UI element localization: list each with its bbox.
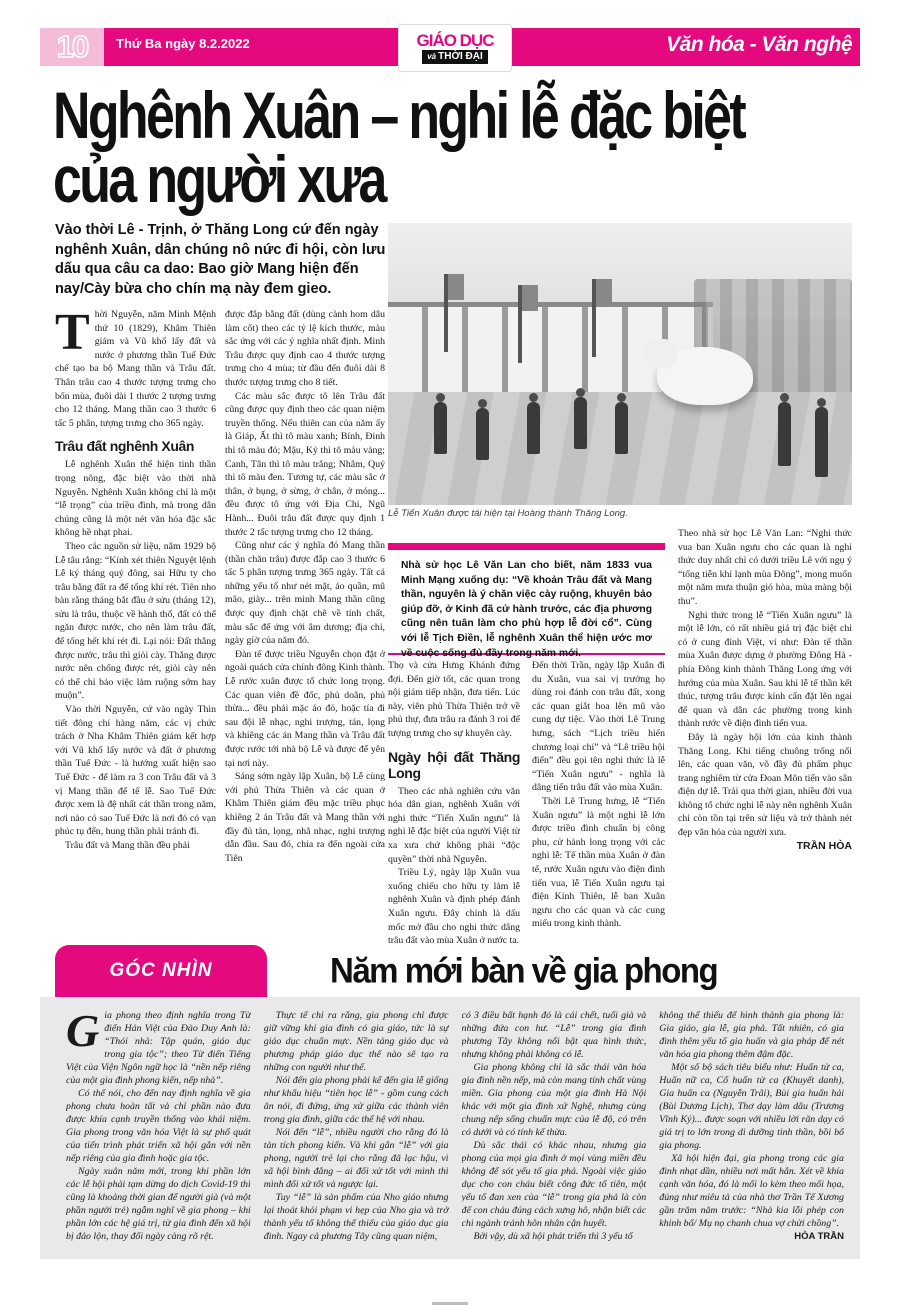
article-photo bbox=[388, 223, 852, 505]
paragraph: ia phong theo định nghĩa trong Từ điển Hán Việt của Đào Duy Anh là: “Thói nhà: Tập quán, giáo dục trong gia tộc”; theo Từ điển Tiếng Việt của Viện Ngôn ngữ học là “nền nếp riêng của một gia đình phong kiến, nếp nhà”. bbox=[66, 1010, 251, 1086]
page-number-box bbox=[40, 28, 104, 66]
paragraph: Nói đến gia phong phải kể đến gia lễ giống như khẩu hiệu “tiên học lễ” - gồm cung cách ăn nói, đi đứng, ứng xử giữa các thành viên trong gia đình, giữa các thế hệ với nhau. bbox=[263, 1075, 449, 1125]
section-title: Văn hóa - Văn nghệ bbox=[666, 33, 852, 56]
photo-spring-buffalo-statue bbox=[657, 347, 753, 405]
photo-ceremony-figure bbox=[615, 402, 628, 454]
opinion-column-4 bbox=[659, 1009, 844, 1249]
opinion-label: GÓC NHÌN bbox=[109, 960, 213, 981]
opinion-title: Năm mới bàn về gia phong bbox=[330, 950, 718, 990]
opinion-box bbox=[40, 997, 860, 1259]
opinion-column-2 bbox=[264, 1009, 449, 1249]
paragraph: Lễ nghênh Xuân thể hiện tinh thần trọng nông, đặc biệt vào thời nhà Nguyễn. Nghênh Xuân không chỉ là một “lễ trọng” của triều đình, mà trong dân chúng cũng là một nét văn hóa đặc sắc không hề nhạt phai. bbox=[55, 459, 216, 539]
drop-cap: T bbox=[55, 308, 90, 361]
footer-mark bbox=[432, 1302, 468, 1305]
paragraph: Theo nhà sử học Lê Văn Lan: “Nghi thức vua ban Xuân ngưu cho các quan là nghi thức duy nhất chỉ có dưới triều Lê với ngụ ý “tống tiễn khí lạnh mùa Đông”, mong muốn một năm mưa thuận gió hòa, mùa màng bội thu”. bbox=[678, 528, 852, 607]
paragraph: Thực tế chỉ ra rằng, gia phong chỉ được giữ vững khi gia đình có gia giáo, tức là sự giáo dục chuẩn mực. Nền tảng giáo dục và phương pháp giáo dục thế nào sẽ tạo ra những con người như thế. bbox=[263, 1010, 449, 1073]
paragraph: hời Nguyễn, năm Minh Mệnh thứ 10 (1829), Khâm Thiên giám và Vũ khố lấy đất và nước ở phương thần Tuế Đức chế tạo ba bộ Mang thần và Trâu đất. Thân trâu cao 4 thước tượng trưng cho bốn mùa, đuôi dài 1 thước 2 tượng trưng cho 12 tháng. Mang thần cao 3 thước 6 tấc 5 phân, tượng trưng cho 365 ngày. bbox=[55, 309, 216, 429]
paragraph: Đàn tế được triều Nguyễn chọn đặt ở ngoài quách cửa chính đông Kinh thành. Lễ rước xuân được tổ chức long trọng. Các quan viên đề đốc, phủ doãn, phủ thừa... đều phải mặc áo đỏ, hoặc tía đi sau đội lễ nhạc, nghi trượng, tán, lọng và khiêng các án Mang thần và Trâu đất được rước tới nhà bộ Lễ và được để yên tại nơi này. bbox=[225, 648, 385, 769]
photo-flag bbox=[444, 274, 448, 352]
article-author: TRẦN HÒA bbox=[796, 839, 852, 852]
page-number: 10 bbox=[56, 29, 88, 64]
paragraph: Đến thời Trần, ngày lập Xuân đi du Xuân, vua sai vị trưởng họ dùng roi đánh con trâu đất, xong các quan giắt hoa lên mũ vào cung dự tiệc. Vào thời Lê Trung hưng, sách “Lịch triều hiến chương loại chí” và “Lê triều hội điển” đều gọi tên nghi thức là lễ “Tiến Xuân ngưu” - nghĩa là dâng tiến trâu đất vào mùa Xuân. bbox=[532, 660, 665, 794]
article-headline bbox=[53, 78, 863, 217]
paragraph: Ngày xuân năm mới, trong khi phần lớn các lễ hội phải tạm dừng do dịch Covid-19 thì cũng là khoảng thời gian để người già (và một phần người trẻ) ngẫm nghĩ về gia phong – khi phần lớn các hệ giá trị, từ gia đình đến xã hội bị đảo lộn, thay đổi ngày càng rõ rệt. bbox=[66, 1166, 251, 1242]
paragraph: Nghi thức trong lễ “Tiến Xuân ngưu” là một lễ lớn, có rất nhiều giá trị đặc biệt chỉ có ở cung đình Việt, ví như: Đàn tế thần mùa Xuân được dựng ở phường Đông Hà - phía Đông kinh thành Thăng Long ứng với hướng của mùa Xuân. Sau khi lễ tế thần kết thúc, tượng trâu được kính cẩn đặt lên ngai để quan và dân các phường trong kinh thành rước về điện đình tiến vua. bbox=[678, 609, 852, 730]
opinion-author: HÒA TRẦN bbox=[794, 1231, 844, 1242]
paragraph: Các màu sắc được tô lên Trâu đất cũng được quy định theo các quan niệm truyền thống. Nếu thiên can của năm ấy là Giáp, Ất thì tô màu xanh; Bính, Đinh thì tô màu đỏ; Mậu, Kỷ thì tô màu vàng; Canh, Tân thì tô màu trắng; Nhâm, Quý thì tô màu đen. Tương tự, các màu sắc ở thân, ở bụng, ở sừng, ở chân, ở móng... đều được tô ứng với Địa Chi, Ngũ Hành... Đuôi trâu đất được quy định 1 thước 2 tấc tượng trưng cho 12 tháng. bbox=[225, 390, 385, 538]
photo-ceremony-figure bbox=[434, 402, 447, 454]
body-column-3 bbox=[388, 659, 520, 966]
paragraph: Tuy “lễ” là sản phẩm của Nho giáo nhưng lại thoát khỏi phạm vi hẹp của Nho gia và trở thành yếu tố không thể thiếu của giáo dục gia đình. Ngay cả phương Tây cũng quan niệm, bbox=[263, 1192, 449, 1242]
headline-line-1: Nghênh Xuân – nghi lễ đặc biệt bbox=[53, 78, 745, 153]
headline-line-2: của người xưa bbox=[53, 142, 385, 217]
newspaper-logo bbox=[398, 24, 512, 72]
article-lead: Vào thời Lê - Trịnh, ở Thăng Long cứ đến ngày nghênh Xuân, dân chúng nô nức đi hội, còn lưu dấu qua câu ca dao: Bao giờ Mang hiện đến nay/Cày bừa cho chín mạ này đem gieo. bbox=[55, 222, 386, 297]
dateline: Thứ Ba ngày 8.2.2022 bbox=[116, 36, 250, 51]
opinion-label-tab bbox=[55, 945, 267, 997]
body-column-5 bbox=[678, 527, 852, 967]
subhead-trau-dat-nghenh-xuan: Trâu đất nghênh Xuân bbox=[55, 438, 195, 455]
paragraph: Dù sắc thái có khác nhau, nhưng gia phong của mọi gia đình ở mọi vùng miền đều không để sót yếu tố gia phả. Ngoài việc giáo dục cho con cháu biết công đức tổ tiên, một yếu tố đan xen của “lễ” trong gia phả là còn để con cháu đúng cách xưng hô, nhận biết các chi ngành tránh hôn nhân cận huyết. bbox=[461, 1140, 647, 1229]
paragraph: Cũng như các ý nghĩa đó Mang thần (thần chăn trâu) được đắp cao 3 thước 6 tấc 5 phân tượng trưng 365 ngày. Tất cả những yếu tố như nét mặt, áo quần, mũ mão, giày... trên mình Mang thần cũng được quy định chặt chẽ về tính chất, màu sắc để ứng với âm dương; địa chi, ngày giờ của năm đó. bbox=[225, 540, 385, 647]
paragraph: Theo các nhà nghiên cứu văn hóa dân gian, nghênh Xuân với nghi thức “Tiến Xuân ngưu” là nghi lễ đặc biệt của người Việt từ xa xưa chứ không phải “độc quyền” thời nhà Nguyễn. bbox=[388, 785, 520, 865]
body-column-1 bbox=[55, 308, 216, 966]
photo-ceremony-figure bbox=[574, 397, 587, 449]
paragraph: Trâu đất và Mang thần đều phải bbox=[65, 839, 190, 851]
paragraph: Vào thời Nguyễn, cứ vào ngày Thìn tiết đông chí hàng năm, các vị chức trách ở Nha Khâm Thiên giám kết hợp với Vũ khố lấy nước và đất ở phương thần Tuế Đức - là hướng xuất hiện sao Tuế Đức - để làm ra 3 con Trâu đất và 3 vị Mang thần để tế lễ. Sao Tuế Đức được xem là đệ nhất cát thần trong năm, nơi nào có sao Tuế Đức là nơi đó có vạn phúc tụ đến, hung thần phải tránh đi. bbox=[55, 704, 216, 838]
logo-prefix: và bbox=[427, 52, 437, 61]
body-column-2 bbox=[225, 308, 385, 966]
paragraph: không thể thiếu để hình thành gia phong là: Gia giáo, gia lễ, gia phả. Tất nhiên, có gia đình thêm yếu tố gia huấn và gia pháp để nét văn hóa gia phong thêm đậm đặc. bbox=[659, 1010, 844, 1060]
opinion-column-1 bbox=[66, 1009, 251, 1249]
paragraph: Có thể nói, cho đến nay định nghĩa về gia phong chưa hoàn tất và chỉ phần nào đưa được khía cạnh truyền thống vào khái niệm. Gia phong trong văn hóa Việt là sự phổ quát của tiến trình phát triển xã hội gắn với nền nếp riêng của gia đình hoặc gia tộc. bbox=[66, 1088, 251, 1164]
opinion-drop-cap: G bbox=[66, 1009, 100, 1056]
paragraph: Đây là ngày hội lớn của kinh thành Thăng Long. Khi tiếng chuông trống nổi lên, các quan văn, võ đầy đủ phẩm phục trang nghiêm từ cửa Đoan Môn tiến vào sân điện dự lễ. Trải qua thời gian, nhiều đời vua không tổ chức nghi lễ này nên nghênh Xuân chỉ còn tồn tại trên sử liệu và trở thành nét đẹp văn hóa của người xưa. bbox=[678, 731, 852, 839]
photo-caption: Lễ Tiến Xuân được tái hiện tại Hoàng thành Thăng Long. bbox=[388, 508, 628, 519]
paragraph: được đắp bằng đất (dùng cành hom dâu làm cốt) theo các tỷ lệ kích thước, màu sắc ứng với các ý nghĩa nhất định. Mình Trâu được quy định cao 4 thước tượng trưng cho 4 mùa; từ đầu đến đuôi dài 8 thước tượng trưng cho 8 tiết. bbox=[225, 309, 385, 388]
logo-top-text: GIÁO DỤC bbox=[416, 31, 494, 50]
paragraph: Sáng sớm ngày lập Xuân, bộ Lễ cùng với phủ Thừa Thiên và các quan ở Khâm Thiên giám đều mặc triều phục khiêng 2 án Trâu đất và Mang thần với đầy đủ tàn, lọng, nhã nhạc, nghi trượng dẫn đầu. Sau đó, chia ra đến ngoài cửa Tiên bbox=[225, 771, 385, 864]
paragraph: Một số bộ sách tiêu biểu như: Huấn tử ca, Huấn nữ ca, Cổ huấn tử ca (Khuyết danh), Gia huấn ca (Nguyễn Trãi), Bùi gia huấn hải (Bùi Dương Lịch), Thơ dạy làm dâu (Trương Vĩnh Ký)... được soạn với nhiều lời răn dạy có giá trị to lớn trong di dưỡng tinh thần, bồi bổ gia phong. bbox=[659, 1062, 844, 1151]
photo-ceremony-figure bbox=[778, 402, 791, 466]
paragraph: Bởi vậy, dù xã hội phát triển thì 3 yếu tố bbox=[473, 1231, 633, 1242]
logo-bottom-text bbox=[422, 50, 488, 64]
photo-flag bbox=[518, 285, 522, 363]
paragraph: Thọ và cửa Hưng Khánh đứng đợi. Đến giờ tốt, các quan trong nội giám tiếp nhận, đưa tiến. Lúc này, viên phủ Thừa Thiên trở về phủ thự, đưa trâu ra đánh 3 roi để tượng trưng cho sự khuyên cày. bbox=[388, 660, 520, 739]
paragraph: có 3 điều bất hạnh đó là cái chết, tuổi già và những đứa con hư. “Lễ” trong gia đình phương Tây không nổi bật qua hình thức, nhưng không phải không có lễ. bbox=[461, 1010, 647, 1060]
logo-bottom: THỜI ĐẠI bbox=[438, 51, 483, 62]
paragraph: Xã hội hiện đại, gia phong trong các gia đình nhạt dần, nhiều nơi mất hẳn. Xét về khía cạnh văn hóa, đó là mối lo kèm theo mối họa, đúng như miêu tả của nhà thơ Trần Tế Xương gần trăm năm trước: “Nhà kia lỗi phép con khinh bố/ Mụ nọ chanh chua vợ chửi chồng”. bbox=[659, 1153, 844, 1229]
paragraph: Triều Lý, ngày lập Xuân vua xuống chiếu cho hữu ty làm lễ nghênh Xuân và định phép đánh Xuân ngưu. Đây chính là dấu mốc mở đầu cho nghi thức dâng trâu đất vào mùa Xuân ở nước ta. bbox=[388, 867, 520, 947]
paragraph: Thời Lê Trung hưng, lễ “Tiến Xuân ngưu” là một nghi lễ lớn được triều đình chuẩn bị công phu, cử hành long trọng với các nghi lễ: Tế thần mùa Xuân ở đàn tế, rước Xuân ngưu vào điện đình tiến vua, lễ Tiến Xuân ngưu tại điện Kính Thiên, lễ ban Xuân ngưu cho các quan và các cung miếu trong kinh thành. bbox=[532, 795, 665, 930]
photo-flag bbox=[592, 279, 596, 357]
photo-ceremony-figure bbox=[527, 402, 540, 454]
photo-ceremony-figure bbox=[815, 407, 828, 477]
opinion-column-3 bbox=[462, 1009, 647, 1249]
photo-ceremony-figure bbox=[476, 408, 489, 460]
paragraph: Gia phong không chỉ là sắc thái văn hóa gia đình nền nếp, mà còn mang tính chất vùng miền. Gia phong của một gia đình Hà Nội khác với một gia đình xứ Nghệ, nhưng cùng chung nếp sống chuẩn mực của lễ độ, có trên có dưới và có tính kế thừa. bbox=[461, 1062, 647, 1138]
pull-quote-box: Nhà sử học Lê Văn Lan cho biết, năm 1833 vua Minh Mạng xuống dụ: “Về khoản Trâu đất và Mang thần, nguyên là ý chăn việc cày ruộng, khuyên bảo giúp đỡ, ở Kinh đã cử hành trước, các địa phương cũng nên tuân làm cho phù hợp lễ đời cổ”. Cùng với lễ Tịch Điền, lễ nghênh Xuân thể hiện ước mơ về cuộc sống đủ đầy trong năm mới. bbox=[388, 543, 665, 655]
paragraph: Nói đến “lễ”, nhiều người cho rằng đó là tàn tích phong kiến. Và khi gắn “lễ” với gia phong, người trẻ lại cho rằng đã lạc hậu, vì xã hội bình đẳng – ai đối xử tốt với mình thì mình đối xử tốt và ngược lại. bbox=[263, 1127, 449, 1190]
subhead-ngay-hoi-dat-thang-long: Ngày hội đất Thăng Long bbox=[388, 748, 520, 781]
body-column-4 bbox=[532, 659, 665, 966]
paragraph: Theo các nguồn sử liệu, năm 1929 bộ Lễ tâu rằng: “Kính xét thiên Nguyệt lệnh Lễ ký tháng quý đông, sai Hữu ty cho trâu bằng đất ra để tống khí rét. Tiên nho bàn rằng tháng bắt đầu ở sửu (tháng 12), sửu là trâu, thuộc về hành thổ, đất có thể ngăn được nước, cho nên làm trâu đất, để tống hết khí rét đi. Lại nói: Đất thắng được nước, trâu thì giỏi cày. Thắng được nước nên chống được rét, giỏi cày nên có thể chỉ bảo việc làm ruộng sớm hay muộn”. bbox=[55, 540, 216, 702]
